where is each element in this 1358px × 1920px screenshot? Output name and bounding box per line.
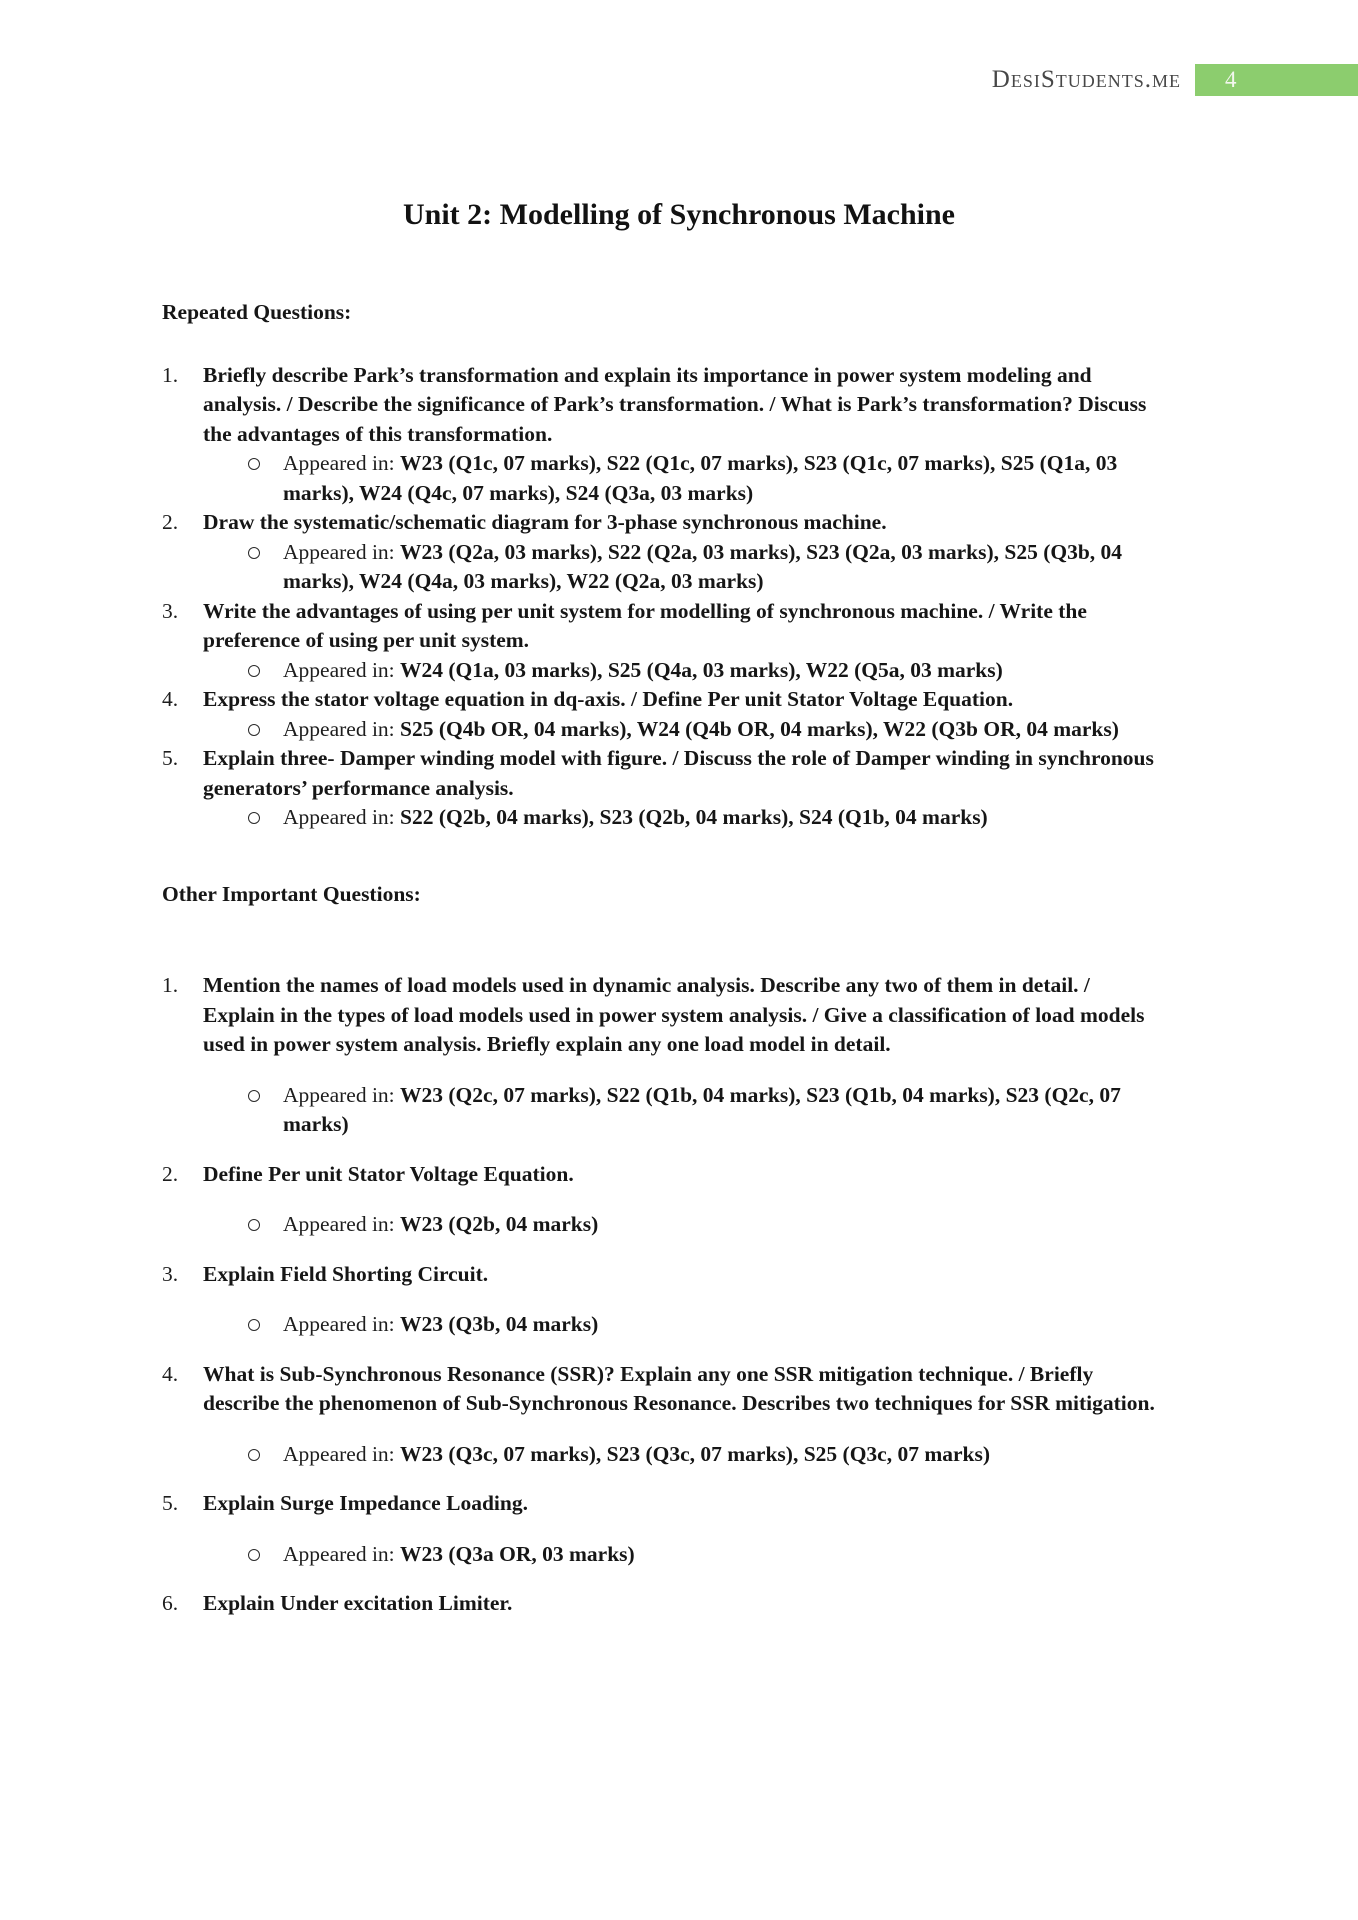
section-heading: Repeated Questions: bbox=[162, 300, 352, 324]
question-text: Explain Field Shorting Circuit. bbox=[203, 1261, 489, 1286]
question-body bbox=[203, 685, 1155, 744]
question-number: 5. bbox=[162, 1491, 179, 1515]
question-body bbox=[203, 1260, 1155, 1340]
question-item bbox=[162, 1160, 1155, 1240]
appeared-label: Appeared in: bbox=[283, 451, 395, 475]
question-item bbox=[162, 971, 1155, 1140]
appeared-label: Appeared in: bbox=[283, 805, 395, 829]
appeared-row bbox=[203, 538, 1155, 597]
appeared-label: Appeared in: bbox=[283, 1541, 395, 1566]
appeared-row bbox=[203, 1540, 1155, 1570]
appeared-text bbox=[283, 1310, 598, 1340]
appeared-row bbox=[203, 715, 1155, 745]
question-number: 3. bbox=[162, 598, 179, 623]
question-text: Express the stator voltage equation in dq-axis. / Define Per unit Stator Voltage Equation. bbox=[203, 687, 1014, 711]
circle-bullet-icon bbox=[248, 1449, 260, 1461]
question-number: 6. bbox=[162, 1591, 179, 1615]
question-body bbox=[203, 361, 1155, 509]
appeared-label: Appeared in: bbox=[283, 1212, 395, 1236]
question-number: 4. bbox=[162, 687, 179, 711]
question-number: 2. bbox=[162, 510, 179, 534]
appeared-codes: W23 (Q3a OR, 03 marks) bbox=[400, 1541, 635, 1566]
appeared-label: Appeared in: bbox=[283, 1082, 395, 1107]
appeared-codes: W23 (Q3c, 07 marks), S23 (Q3c, 07 marks), S25 (Q3c, 07 marks) bbox=[400, 1441, 991, 1466]
question-body bbox=[203, 971, 1155, 1140]
appeared-label: Appeared in: bbox=[283, 657, 395, 682]
appeared-row bbox=[203, 1081, 1155, 1140]
page-number-badge bbox=[1195, 64, 1358, 96]
circle-bullet-icon bbox=[248, 1090, 260, 1102]
page-title: Unit 2: Modelling of Synchronous Machine bbox=[403, 198, 955, 231]
appeared-label: Appeared in: bbox=[283, 1441, 395, 1466]
appeared-codes: W23 (Q3b, 04 marks) bbox=[400, 1312, 599, 1336]
page-header bbox=[992, 64, 1358, 96]
question-item bbox=[162, 1260, 1155, 1340]
circle-bullet-icon bbox=[248, 1549, 260, 1561]
question-number: 3. bbox=[162, 1261, 179, 1286]
appeared-row bbox=[203, 1210, 1155, 1240]
appeared-label: Appeared in: bbox=[283, 716, 395, 741]
question-body bbox=[203, 1160, 1155, 1240]
question-number: 4. bbox=[162, 1361, 179, 1386]
question-number: 1. bbox=[162, 362, 179, 387]
question-body bbox=[203, 1589, 1155, 1640]
circle-bullet-icon bbox=[248, 1319, 260, 1331]
question-text: Explain Surge Impedance Loading. bbox=[203, 1491, 528, 1515]
circle-bullet-icon bbox=[248, 812, 260, 824]
circle-bullet-icon bbox=[248, 458, 260, 470]
question-item bbox=[162, 1589, 1155, 1640]
question-text: What is Sub-Synchronous Resonance (SSR)? Explain any one SSR mitigation technique. / Briefly describe the phenomenon of Sub-Synchronous Resonance. Describes two techniques for SSR mitigation. bbox=[203, 1361, 1155, 1415]
appeared-codes: W23 (Q2a, 03 marks), S22 (Q2a, 03 marks), S23 (Q2a, 03 marks), S25 (Q3b, 04 marks), W24 (Q4a, 03 marks), W22 (Q2a, 03 marks) bbox=[283, 539, 1123, 593]
appeared-text bbox=[283, 1210, 598, 1240]
question-number: 1. bbox=[162, 973, 179, 997]
appeared-text bbox=[283, 1081, 1155, 1140]
question-item bbox=[162, 1360, 1155, 1470]
section-other-important-questions bbox=[162, 880, 1155, 1640]
question-item bbox=[162, 744, 1155, 833]
question-body bbox=[203, 508, 1155, 597]
appeared-text bbox=[283, 803, 988, 833]
content-column bbox=[162, 298, 1155, 1640]
question-text: Briefly describe Park’s transformation and explain its importance in power system modeling and analysis. / Describe the significance of Park’s transformation. / What is Park’s transformation? Discuss the advantages of this transformation. bbox=[203, 362, 1147, 446]
appeared-text bbox=[283, 538, 1155, 597]
appeared-text bbox=[283, 449, 1155, 508]
circle-bullet-icon bbox=[248, 724, 260, 736]
appeared-row bbox=[203, 1310, 1155, 1340]
appeared-codes: W23 (Q1c, 07 marks), S22 (Q1c, 07 marks), S23 (Q1c, 07 marks), S25 (Q1a, 03 marks), W24 (Q4c, 07 marks), S24 (Q3a, 03 marks) bbox=[283, 451, 1118, 505]
question-text: Draw the systematic/schematic diagram for 3-phase synchronous machine. bbox=[203, 510, 887, 534]
question-item bbox=[162, 508, 1155, 597]
circle-bullet-icon bbox=[248, 665, 260, 677]
question-item bbox=[162, 597, 1155, 686]
site-name: DesiStudents.me bbox=[991, 66, 1181, 93]
question-text: Write the advantages of using per unit system for modelling of synchronous machine. / Write the preference of using per unit system. bbox=[203, 598, 1087, 652]
question-body bbox=[203, 1360, 1155, 1470]
question-item bbox=[162, 1489, 1155, 1569]
appeared-label: Appeared in: bbox=[283, 539, 395, 564]
page-number: 4 bbox=[1225, 67, 1237, 92]
question-text: Define Per unit Stator Voltage Equation. bbox=[203, 1161, 574, 1186]
appeared-label: Appeared in: bbox=[283, 1312, 395, 1336]
question-text: Explain Under excitation Limiter. bbox=[203, 1591, 513, 1615]
question-item bbox=[162, 361, 1155, 509]
appeared-codes: W23 (Q2b, 04 marks) bbox=[400, 1212, 599, 1236]
question-body bbox=[203, 1489, 1155, 1569]
question-body bbox=[203, 744, 1155, 833]
appeared-text bbox=[283, 1440, 990, 1470]
question-body bbox=[203, 597, 1155, 686]
circle-bullet-icon bbox=[248, 547, 260, 559]
appeared-text bbox=[283, 656, 1003, 686]
question-number: 5. bbox=[162, 746, 179, 770]
appeared-codes: W23 (Q2c, 07 marks), S22 (Q1b, 04 marks), S23 (Q1b, 04 marks), S23 (Q2c, 07 marks) bbox=[283, 1082, 1121, 1136]
appeared-codes: S22 (Q2b, 04 marks), S23 (Q2b, 04 marks), S24 (Q1b, 04 marks) bbox=[400, 805, 988, 829]
appeared-row bbox=[203, 449, 1155, 508]
appeared-codes: W24 (Q1a, 03 marks), S25 (Q4a, 03 marks), W22 (Q5a, 03 marks) bbox=[400, 657, 1003, 682]
appeared-text bbox=[283, 715, 1119, 745]
section-heading: Other Important Questions: bbox=[162, 881, 421, 906]
section-repeated-questions bbox=[162, 298, 1155, 833]
appeared-codes: S25 (Q4b OR, 04 marks), W24 (Q4b OR, 04 marks), W22 (Q3b OR, 04 marks) bbox=[400, 716, 1119, 741]
appeared-row bbox=[203, 803, 1155, 833]
appeared-row bbox=[203, 656, 1155, 686]
question-item bbox=[162, 685, 1155, 744]
question-text: Explain three- Damper winding model with figure. / Discuss the role of Damper winding in synchronous generators’ performance analysis. bbox=[203, 746, 1154, 800]
question-number: 2. bbox=[162, 1161, 179, 1186]
appeared-text bbox=[283, 1540, 635, 1570]
question-text: Mention the names of load models used in dynamic analysis. Describe any two of them in detail. / Explain in the types of load models used in power system analysis. / Give a classification of load models used in power system analysis. Briefly explain any one load model in detail. bbox=[203, 973, 1145, 1056]
appeared-row bbox=[203, 1440, 1155, 1470]
circle-bullet-icon bbox=[248, 1219, 260, 1231]
